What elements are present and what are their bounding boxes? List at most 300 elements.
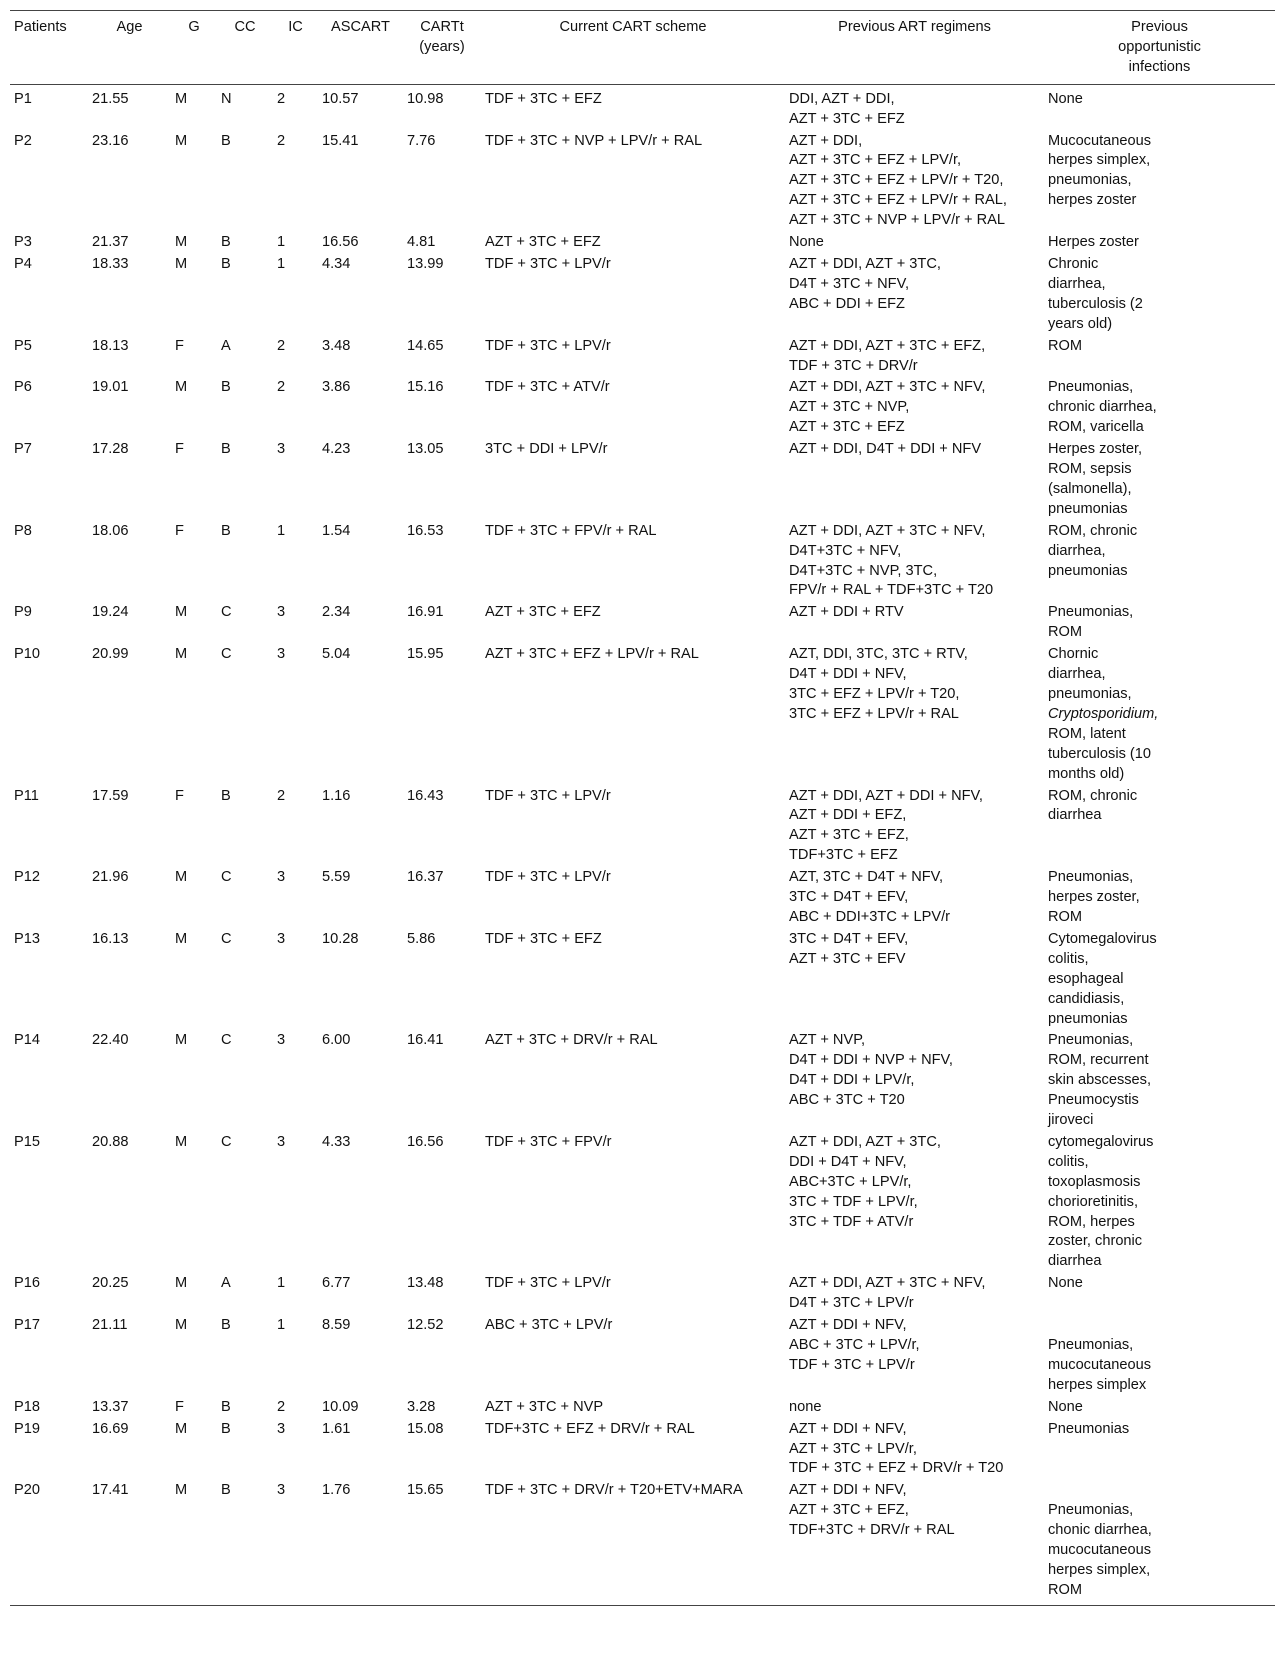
cell-age: 19.01 (92, 379, 129, 396)
cell-ascart: 6.77 (322, 1275, 351, 1292)
table-row (10, 602, 1275, 644)
header-age: Age (116, 19, 143, 35)
infection-line: chonic diarrhea, (1048, 1522, 1152, 1539)
table-row (10, 1315, 1275, 1397)
cell-age: 17.28 (92, 441, 129, 458)
table-row (10, 644, 1275, 785)
cell-previous-art-regimens (785, 602, 1044, 644)
cell-previous-art-regimens (785, 929, 1044, 1031)
infection-line: esophageal (1048, 970, 1124, 987)
regimen-line: AZT + 3TC + EFZ (789, 110, 905, 127)
cell-clinical-category: C (221, 869, 232, 886)
regimen-line: AZT + 3TC + NVP, (789, 399, 910, 416)
cell-cartt: 15.65 (407, 1482, 444, 1499)
cell-patient: P4 (14, 255, 32, 272)
infection-line: Pneumocystis (1048, 1092, 1139, 1109)
cell-patient: P15 (14, 1133, 40, 1150)
regimen-line: 3TC + TDF + ATV/r (789, 1213, 914, 1230)
infection-line: mucocutaneous (1048, 1542, 1152, 1559)
cell-previous-infections (1044, 377, 1275, 439)
infection-line: chorioretinitis, (1048, 1193, 1139, 1210)
cell-patient: P11 (14, 787, 39, 804)
infection-line: pneumonias (1048, 1010, 1128, 1027)
regimen-line: AZT + DDI, AZT + 3TC + NFV, (789, 379, 986, 396)
cell-cartt: 15.95 (407, 646, 444, 663)
header-cartt-line: (years) (419, 38, 465, 55)
cell-previous-art-regimens (785, 1132, 1044, 1273)
cell-gender: F (175, 522, 184, 539)
regimen-line: TDF + 3TC + DRV/r (789, 357, 918, 374)
cell-age: 21.37 (92, 234, 129, 251)
regimen-line: D4T + DDI + LPV/r, (789, 1072, 915, 1089)
cell-previous-art-regimens (785, 1273, 1044, 1315)
cell-ascart: 4.33 (322, 1133, 351, 1150)
cell-previous-infections (1044, 1030, 1275, 1132)
cell-immune-category: 3 (277, 646, 286, 663)
cell-age: 20.99 (92, 646, 129, 663)
cell-previous-infections (1044, 232, 1275, 254)
cell-clinical-category: C (221, 646, 232, 663)
cell-cartt: 13.05 (407, 441, 444, 458)
cell-previous-art-regimens (785, 1030, 1044, 1132)
cell-current-cart-scheme: AZT + 3TC + DRV/r + RAL (485, 1032, 658, 1049)
infection-line (1048, 1316, 1271, 1336)
regimen-line: D4T + DDI + NFV, (789, 666, 907, 683)
cell-previous-art-regimens (785, 439, 1044, 521)
cell-age: 18.33 (92, 255, 129, 272)
cell-age: 18.06 (92, 522, 129, 539)
cell-immune-category: 3 (277, 1133, 286, 1150)
cell-previous-infections (1044, 644, 1275, 785)
infection-line: ROM, latent (1048, 725, 1126, 742)
cell-age: 20.88 (92, 1133, 129, 1150)
regimen-line: AZT + 3TC + EFZ + LPV/r + RAL, (789, 192, 1007, 209)
regimen-line: AZT + 3TC + EFZ + LPV/r, (789, 152, 962, 169)
cell-cartt: 16.41 (407, 1032, 444, 1049)
infection-line: None (1048, 1398, 1083, 1415)
cell-current-cart-scheme: TDF + 3TC + EFZ (485, 90, 602, 107)
cell-ascart: 1.76 (322, 1482, 351, 1499)
infection-line: None (1048, 90, 1083, 107)
cell-previous-art-regimens (785, 1315, 1044, 1397)
cell-clinical-category: B (221, 1398, 231, 1415)
cell-ascart: 4.23 (322, 441, 351, 458)
cell-previous-art-regimens (785, 232, 1044, 254)
regimen-line: TDF + 3TC + LPV/r (789, 1356, 915, 1373)
regimen-line: ABC+3TC + LPV/r, (789, 1173, 912, 1190)
infection-line: diarrhea, (1048, 666, 1106, 683)
cell-gender: M (175, 379, 188, 396)
cell-cartt: 14.65 (407, 337, 444, 354)
cell-patient: P7 (14, 441, 32, 458)
cell-cartt: 16.56 (407, 1133, 444, 1150)
cell-gender: M (175, 869, 188, 886)
cell-clinical-category: B (221, 1317, 231, 1334)
cell-gender: M (175, 646, 188, 663)
cell-cartt: 13.48 (407, 1275, 444, 1292)
cell-current-cart-scheme: TDF + 3TC + LPV/r (485, 787, 611, 804)
cell-patient: P14 (14, 1032, 40, 1049)
cell-ascart: 5.59 (322, 869, 351, 886)
table-row (10, 521, 1275, 603)
cell-patient: P6 (14, 379, 32, 396)
cell-immune-category: 3 (277, 604, 286, 621)
regimen-line: AZT + DDI, AZT + 3TC, (789, 1133, 941, 1150)
cell-cartt: 16.53 (407, 522, 444, 539)
cell-gender: M (175, 255, 188, 272)
cell-current-cart-scheme: TDF + 3TC + LPV/r (485, 255, 611, 272)
table-row (10, 336, 1275, 378)
regimen-line: AZT + DDI, AZT + 3TC + NFV, (789, 1275, 986, 1292)
regimen-line: AZT + DDI + NFV, (789, 1317, 907, 1334)
cell-clinical-category: B (221, 522, 231, 539)
cell-cartt: 16.43 (407, 787, 444, 804)
cell-current-cart-scheme: TDF + 3TC + DRV/r + T20+ETV+MARA (485, 1482, 743, 1499)
cell-previous-infections (1044, 1397, 1275, 1419)
patients-table (10, 10, 1275, 1606)
header-infections-line: infections (1128, 58, 1191, 75)
cell-gender: F (175, 441, 184, 458)
infection-line: candidiasis, (1048, 990, 1125, 1007)
regimen-line: AZT + 3TC + NVP + LPV/r + RAL (789, 212, 1006, 229)
infection-line: months old) (1048, 765, 1125, 782)
cell-previous-infections (1044, 867, 1275, 929)
cell-immune-category: 1 (277, 1317, 286, 1334)
infection-line: Pneumonias, (1048, 1502, 1134, 1519)
infection-line: ROM, recurrent (1048, 1052, 1149, 1069)
cell-patient: P10 (14, 646, 40, 663)
table-row (10, 867, 1275, 929)
infection-line: ROM, herpes (1048, 1213, 1135, 1230)
table-row (10, 1132, 1275, 1273)
regimen-line: DDI + D4T + NFV, (789, 1153, 907, 1170)
infection-line: ROM, chronic (1048, 787, 1138, 804)
regimen-line: AZT + DDI + EFZ, (789, 807, 907, 824)
cell-clinical-category: B (221, 234, 231, 251)
cell-patient: P5 (14, 337, 32, 354)
cell-current-cart-scheme: AZT + 3TC + NVP (485, 1398, 604, 1415)
infection-line: Cytomegalovirus (1048, 930, 1157, 947)
cell-cartt: 15.16 (407, 379, 444, 396)
infection-line: chronic diarrhea, (1048, 399, 1157, 416)
cell-previous-infections (1044, 929, 1275, 1031)
regimen-line: None (789, 234, 824, 251)
cell-current-cart-scheme: TDF+3TC + EFZ + DRV/r + RAL (485, 1420, 695, 1437)
regimen-line: none (789, 1398, 822, 1415)
header-previous-infections (1044, 11, 1275, 85)
cell-current-cart-scheme: TDF + 3TC + EFZ (485, 930, 602, 947)
cell-age: 21.11 (92, 1317, 128, 1334)
infection-line: herpes zoster (1048, 192, 1137, 209)
regimen-line: 3TC + D4T + EFV, (789, 889, 909, 906)
cell-ascart: 3.86 (322, 379, 351, 396)
infection-line: colitis, (1048, 950, 1089, 967)
cell-cartt: 12.52 (407, 1317, 444, 1334)
infection-line: years old) (1048, 315, 1113, 332)
cell-patient: P1 (14, 90, 32, 107)
regimen-line: AZT + DDI, D4T + DDI + NFV (789, 441, 982, 458)
cell-ascart: 1.61 (322, 1420, 351, 1437)
infection-line: Mucocutaneous (1048, 132, 1152, 149)
cell-ascart: 10.28 (322, 930, 359, 947)
cell-clinical-category: B (221, 787, 231, 804)
infection-line: pneumonias (1048, 500, 1128, 517)
cell-previous-infections (1044, 1132, 1275, 1273)
regimen-line: 3TC + D4T + EFV, (789, 930, 909, 947)
infection-line: pneumonias (1048, 562, 1128, 579)
cell-current-cart-scheme: TDF + 3TC + FPV/r + RAL (485, 522, 657, 539)
table-row (10, 254, 1275, 336)
cell-age: 21.96 (92, 869, 129, 886)
cell-gender: F (175, 1398, 184, 1415)
regimen-line: TDF+3TC + EFZ (789, 847, 898, 864)
header-ic: IC (288, 19, 303, 35)
table-header (10, 11, 1275, 85)
cell-previous-art-regimens (785, 786, 1044, 868)
cell-gender: M (175, 930, 188, 947)
cell-age: 23.16 (92, 132, 129, 149)
infection-line: colitis, (1048, 1153, 1089, 1170)
cell-ascart: 6.00 (322, 1032, 351, 1049)
cell-previous-infections (1044, 84, 1275, 130)
table-row (10, 1030, 1275, 1132)
cell-age: 16.69 (92, 1420, 129, 1437)
cell-previous-art-regimens (785, 521, 1044, 603)
infection-line: herpes simplex, (1048, 152, 1151, 169)
cell-previous-art-regimens (785, 1397, 1044, 1419)
infection-line: ROM (1048, 337, 1083, 354)
patients-table-container (10, 10, 1275, 1606)
regimen-line: TDF + 3TC + EFZ + DRV/r + T20 (789, 1460, 1004, 1477)
header-cartt (403, 11, 481, 85)
infection-line: diarrhea, (1048, 542, 1106, 559)
cell-previous-art-regimens (785, 336, 1044, 378)
cell-clinical-category: C (221, 1133, 232, 1150)
regimen-line: AZT + DDI, AZT + DDI + NFV, (789, 787, 983, 804)
regimen-line: AZT + 3TC + EFZ + LPV/r + T20, (789, 172, 1004, 189)
infection-line: (salmonella), (1048, 480, 1132, 497)
regimen-line: D4T + 3TC + NFV, (789, 275, 910, 292)
cell-current-cart-scheme: TDF + 3TC + LPV/r (485, 869, 611, 886)
cell-previous-infections (1044, 786, 1275, 868)
regimen-line: AZT + DDI, AZT + 3TC + EFZ, (789, 337, 986, 354)
infection-line: Chronic (1048, 255, 1099, 272)
infection-line: diarrhea (1048, 1253, 1102, 1270)
regimen-line: D4T+3TC + NVP, 3TC, (789, 562, 938, 579)
cell-cartt: 10.98 (407, 90, 444, 107)
regimen-line: AZT + DDI, AZT + 3TC + NFV, (789, 522, 986, 539)
cell-immune-category: 3 (277, 1032, 286, 1049)
table-row (10, 232, 1275, 254)
cell-previous-infections (1044, 336, 1275, 378)
cell-previous-infections (1044, 521, 1275, 603)
regimen-line: ABC + 3TC + T20 (789, 1092, 905, 1109)
cell-gender: M (175, 1133, 188, 1150)
infection-line: skin abscesses, (1048, 1072, 1152, 1089)
cell-previous-art-regimens (785, 1480, 1044, 1605)
table-row (10, 439, 1275, 521)
cell-immune-category: 1 (277, 255, 286, 272)
header-row (10, 11, 1275, 85)
cell-clinical-category: B (221, 1420, 231, 1437)
cell-patient: P13 (14, 930, 40, 947)
cell-immune-category: 2 (277, 90, 286, 107)
regimen-line: ABC + 3TC + LPV/r, (789, 1337, 920, 1353)
infection-line: Pneumonias, (1048, 869, 1134, 886)
cell-patient: P3 (14, 234, 32, 251)
infection-line: ROM, chronic (1048, 522, 1138, 539)
regimen-line: AZT + DDI + NFV, (789, 1482, 907, 1499)
cell-immune-category: 3 (277, 441, 286, 458)
cell-ascart: 1.54 (322, 522, 351, 539)
cell-previous-infections (1044, 602, 1275, 644)
cell-ascart: 10.09 (322, 1398, 359, 1415)
cell-previous-art-regimens (785, 84, 1044, 130)
cell-immune-category: 1 (277, 1275, 286, 1292)
table-row (10, 84, 1275, 130)
cell-clinical-category: B (221, 379, 231, 396)
cell-previous-art-regimens (785, 644, 1044, 785)
header-ascart: ASCART (331, 19, 390, 35)
infection-line: ROM, varicella (1048, 419, 1144, 436)
cell-immune-category: 3 (277, 930, 286, 947)
cell-gender: F (175, 787, 184, 804)
cell-gender: M (175, 90, 188, 107)
cell-cartt: 5.86 (407, 930, 436, 947)
cell-previous-art-regimens (785, 377, 1044, 439)
regimen-line: AZT + 3TC + EFV (789, 950, 906, 967)
header-cc: CC (234, 19, 256, 35)
cell-current-cart-scheme: AZT + 3TC + EFZ (485, 234, 601, 251)
cell-patient: P18 (14, 1398, 40, 1415)
cell-current-cart-scheme: TDF + 3TC + ATV/r (485, 379, 610, 396)
regimen-line: 3TC + EFZ + LPV/r + T20, (789, 686, 960, 702)
cell-previous-art-regimens (785, 254, 1044, 336)
cell-gender: F (175, 337, 184, 354)
cell-current-cart-scheme: TDF + 3TC + NVP + LPV/r + RAL (485, 132, 703, 149)
cell-previous-infections (1044, 1273, 1275, 1315)
cell-previous-art-regimens (785, 1419, 1044, 1481)
cell-immune-category: 2 (277, 337, 286, 354)
regimen-line: D4T+3TC + NFV, (789, 542, 902, 559)
regimen-line: D4T + DDI + NVP + NFV, (789, 1052, 953, 1069)
cell-ascart: 10.57 (322, 90, 359, 107)
table-row (10, 929, 1275, 1031)
cell-gender: M (175, 1317, 188, 1334)
cell-gender: M (175, 132, 188, 149)
table-row (10, 1397, 1275, 1419)
cell-current-cart-scheme: ABC + 3TC + LPV/r (485, 1317, 613, 1334)
cell-immune-category: 1 (277, 522, 286, 539)
infection-line: herpes simplex, (1048, 1561, 1151, 1578)
cell-previous-art-regimens (785, 131, 1044, 233)
cell-gender: M (175, 1420, 188, 1437)
regimen-line: D4T + 3TC + LPV/r (789, 1295, 914, 1312)
table-row (10, 1480, 1275, 1605)
infection-line: ROM (1048, 624, 1083, 641)
cell-ascart: 15.41 (322, 132, 359, 149)
header-infections-line: opportunistic (1118, 38, 1201, 55)
cell-immune-category: 2 (277, 787, 286, 804)
table-row (10, 1273, 1275, 1315)
cell-patient: P8 (14, 522, 32, 539)
cell-clinical-category: C (221, 1032, 232, 1049)
cell-cartt: 15.08 (407, 1420, 444, 1437)
cell-clinical-category: A (221, 337, 231, 354)
infection-line: Chornic (1048, 646, 1099, 663)
cell-gender: M (175, 1482, 188, 1499)
infection-line: ROM, sepsis (1048, 461, 1132, 478)
infection-line: cytomegalovirus (1048, 1133, 1154, 1150)
infection-line (1048, 705, 1271, 725)
cell-previous-art-regimens (785, 867, 1044, 929)
infection-line: Pneumonias, (1048, 604, 1134, 621)
cell-ascart: 8.59 (322, 1317, 351, 1334)
cell-cartt: 16.91 (407, 604, 444, 621)
regimen-line: AZT + NVP, (789, 1032, 866, 1049)
cell-age: 20.25 (92, 1275, 129, 1292)
header-g: G (188, 19, 200, 35)
infection-line: toxoplasmosis (1048, 1173, 1141, 1190)
cell-patient: P20 (14, 1482, 40, 1499)
infection-line: ROM (1048, 908, 1083, 925)
regimen-line: AZT + DDI + NFV, (789, 1420, 907, 1437)
table-row (10, 131, 1275, 233)
cell-immune-category: 2 (277, 132, 286, 149)
infection-line (1048, 1481, 1271, 1501)
cell-age: 16.13 (92, 930, 129, 947)
cell-ascart: 2.34 (322, 604, 351, 621)
infection-line: diarrhea (1048, 807, 1102, 824)
regimen-line: AZT, DDI, 3TC, 3TC + RTV, (789, 646, 968, 663)
regimen-line: AZT + DDI + RTV (789, 604, 904, 621)
cell-cartt: 4.81 (407, 234, 436, 251)
cell-current-cart-scheme: TDF + 3TC + FPV/r (485, 1133, 612, 1150)
infection-line: ROM (1048, 1581, 1083, 1598)
cell-age: 13.37 (92, 1398, 129, 1415)
header-infections-line: Previous (1131, 19, 1188, 35)
cell-ascart: 16.56 (322, 234, 359, 251)
regimen-line: AZT + 3TC + EFZ, (789, 827, 909, 844)
cell-ascart: 5.04 (322, 646, 351, 663)
cell-immune-category: 3 (277, 869, 286, 886)
regimen-line: AZT + 3TC + EFZ (789, 419, 905, 436)
cell-current-cart-scheme: AZT + 3TC + EFZ (485, 604, 601, 621)
cell-current-cart-scheme: TDF + 3TC + LPV/r (485, 337, 611, 354)
infection-line: Herpes zoster (1048, 234, 1139, 251)
cell-ascart: 4.34 (322, 255, 351, 272)
table-row (10, 377, 1275, 439)
regimen-line: ABC + DDI+3TC + LPV/r (789, 908, 950, 925)
cell-ascart: 3.48 (322, 337, 351, 354)
regimen-line: FPV/r + RAL + TDF+3TC + T20 (789, 582, 994, 599)
cell-age: 18.13 (92, 337, 129, 354)
cell-clinical-category: B (221, 441, 231, 458)
infection-line: diarrhea, (1048, 275, 1106, 292)
table-body (10, 84, 1275, 1605)
infection-line: None (1048, 1275, 1083, 1292)
infection-line: Pneumonias, (1048, 1337, 1134, 1353)
cell-patient: P19 (14, 1420, 40, 1437)
infection-line: pneumonias, (1048, 172, 1132, 189)
infection-line: Pneumonias, (1048, 1032, 1134, 1049)
cell-patient: P12 (14, 869, 40, 886)
cell-previous-infections (1044, 1419, 1275, 1481)
regimen-line: AZT + DDI, (789, 132, 863, 149)
cell-immune-category: 3 (277, 1482, 286, 1499)
infection-line: Pneumonias, (1048, 379, 1134, 396)
cell-patient: P9 (14, 604, 32, 621)
